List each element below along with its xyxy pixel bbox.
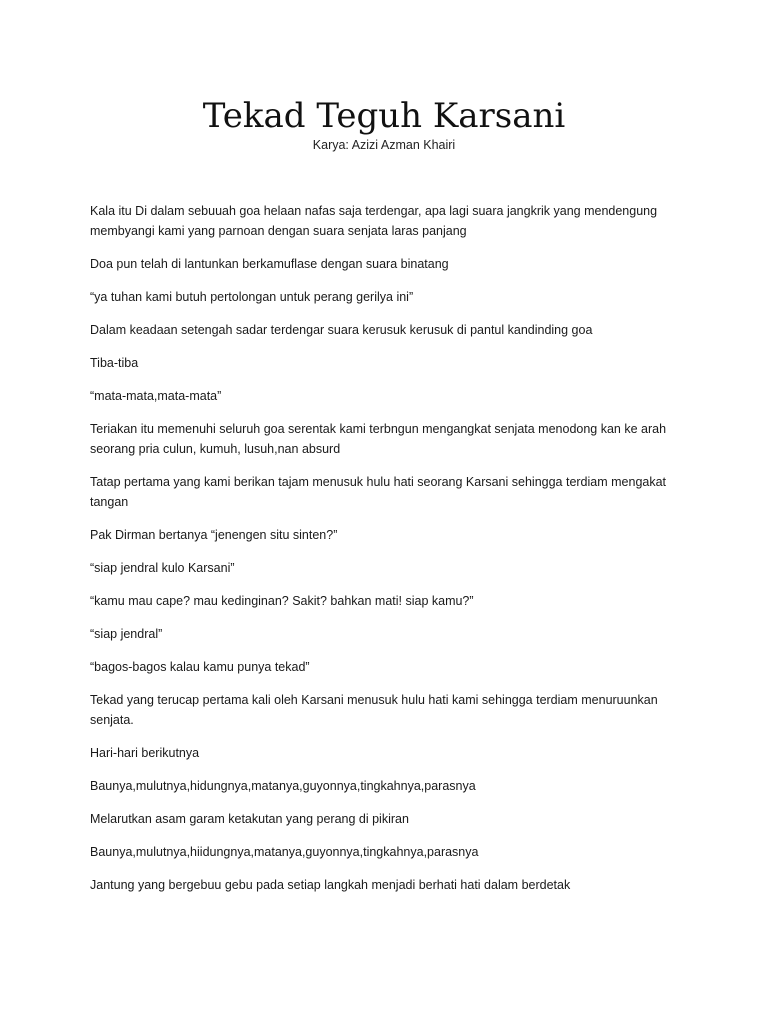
paragraph: Baunya,mulutnya,hiidungnya,matanya,guyonnya,tingkahnya,parasnya xyxy=(90,845,479,859)
paragraph: Dalam keadaan setengah sadar terdengar suara kerusuk kerusuk di pantul kandinding goa xyxy=(90,323,593,337)
paragraph: “mata-mata,mata-mata” xyxy=(90,389,222,403)
paragraph: “siap jendral” xyxy=(90,627,163,641)
paragraph: Baunya,mulutnya,hidungnya,matanya,guyonnya,tingkahnya,parasnya xyxy=(90,779,476,793)
paragraph: Tatap pertama yang kami berikan tajam menusuk hulu hati seorang Karsani sehingga terdiam mengakat tangan xyxy=(90,475,667,509)
paragraph: Hari-hari berikutnya xyxy=(90,746,200,760)
paragraph: Pak Dirman bertanya “jenengen situ sinten?” xyxy=(90,528,338,542)
document-author: Karya: Azizi Azman Khairi xyxy=(312,138,456,152)
document-title: Tekad Teguh Karsani xyxy=(202,96,566,136)
paragraph: Kala itu Di dalam sebuuah goa helaan nafas saja terdengar, apa lagi suara jangkrik yang mendengung membyangi kami yang parnoan dengan suara senjata laras panjang xyxy=(90,204,658,238)
paragraph: Melarutkan asam garam ketakutan yang perang di pikiran xyxy=(90,812,409,826)
paragraph: “ya tuhan kami butuh pertolongan untuk perang gerilya ini” xyxy=(90,290,414,304)
paragraph: Tekad yang terucap pertama kali oleh Karsani menusuk hulu hati kami sehingga terdiam menuruunkan senjata. xyxy=(90,693,658,727)
paragraph: Jantung yang bergebuu gebu pada setiap langkah menjadi berhati hati dalam berdetak xyxy=(90,878,571,892)
document-body xyxy=(90,201,680,908)
paragraph: Teriakan itu memenuhi seluruh goa serentak kami terbngun mengangkat senjata menodong kan ke arah seorang pria culun, kumuh, lusuh,nan absurd xyxy=(90,422,667,456)
paragraph: “siap jendral kulo Karsani” xyxy=(90,561,235,575)
paragraph: Doa pun telah di lantunkan berkamuflase dengan suara binatang xyxy=(90,257,449,271)
paragraph: “kamu mau cape? mau kedinginan? Sakit? bahkan mati! siap kamu?” xyxy=(90,594,474,608)
paragraph: Tiba-tiba xyxy=(90,356,139,370)
paragraph: “bagos-bagos kalau kamu punya tekad” xyxy=(90,660,310,674)
